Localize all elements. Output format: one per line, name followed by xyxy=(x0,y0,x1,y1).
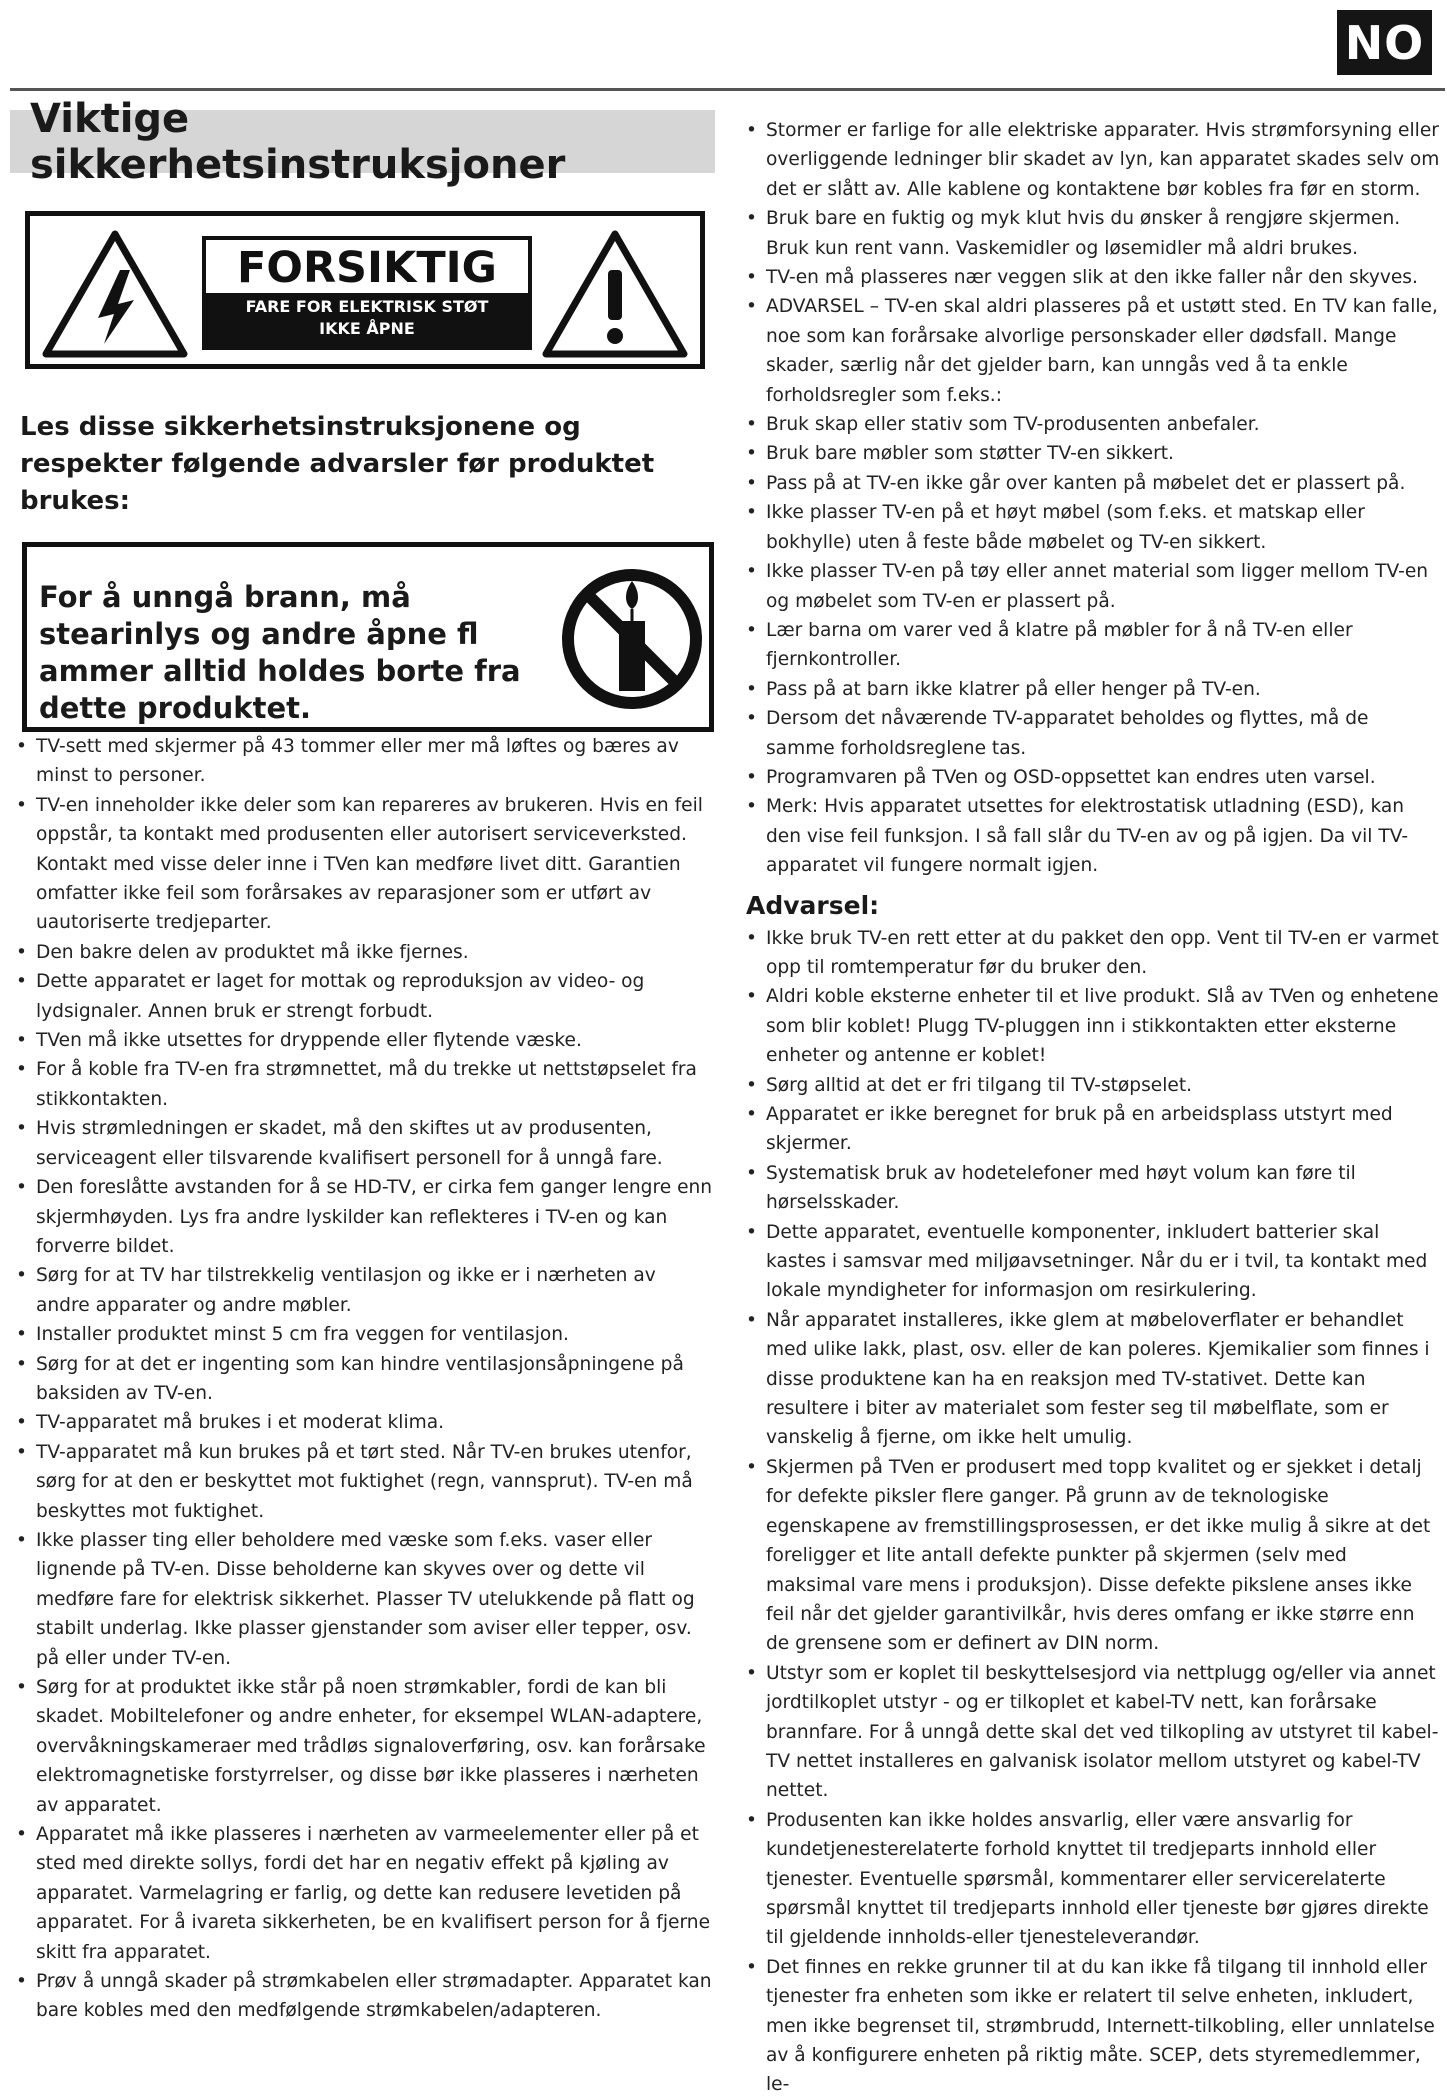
caution-subtext xyxy=(206,293,528,346)
list-item: • For å koble fra TV-en fra strømnettet, må du trekke ut nettstøpselet fra stikkontakten. xyxy=(10,1055,715,1114)
list-item: • Ikke bruk TV-en rett etter at du pakket den opp. Vent til TV-en er varmet opp til romtemperatur før du bruker den. xyxy=(740,924,1440,983)
list-item: • Lær barna om varer ved å klatre på møbler for å nå TV-en eller fjernkontroller. xyxy=(740,616,1440,675)
intro-text: Les disse sikkerhetsinstruksjonene og respekter følgende advarsler før produktet brukes: xyxy=(20,412,655,516)
list-item: • Sørg for at produktet ikke står på noen strømkabler, fordi de kan bli skadet. Mobiltelefoner og andre enheter, for eksempel WLAN-adaptere, overvåkningskameraer med trådløs signaloverføring, osv. kan forårsake elektromagnetiske forstyrrelser, og disse bør ikke plasseres i nærheten av apparatet. xyxy=(10,1673,715,1820)
list-item: • Den bakre delen av produktet må ikke fjernes. xyxy=(10,938,715,967)
list-item: • Systematisk bruk av hodetelefoner med høyt volum kan føre til hørselsskader. xyxy=(740,1159,1440,1218)
list-item: • ADVARSEL – TV-en skal aldri plasseres på et ustøtt sted. En TV kan falle, noe som kan forårsake alvorlige personskader eller dødsfall. Mange skader, særlig når det gjelder barn, kan unngås ved å ta enkle forholdsregler som f.eks.: xyxy=(740,292,1440,410)
caution-label xyxy=(25,211,705,369)
list-item: • Ikke plasser TV-en på tøy eller annet material som ligger mellom TV-en og møbelet som TV-en er plassert på. xyxy=(740,557,1440,616)
list-item: • Dersom det nåværende TV-apparatet beholdes og flyttes, må de samme forholdsreglene tas. xyxy=(740,704,1440,763)
warning-heading: Advarsel: xyxy=(746,890,880,920)
header-rule xyxy=(10,88,1445,91)
warning-list xyxy=(740,924,1440,2100)
list-item: • Pass på at TV-en ikke går over kanten på møbelet det er plassert på. xyxy=(740,469,1440,498)
left-safety-list xyxy=(10,732,715,2026)
list-item: • Stormer er farlige for alle elektriske apparater. Hvis strømforsyning eller overliggende ledninger blir skadet av lyn, kan apparatet skades selv om det er slått av. Alle kablene og kontaktene bør kobles fra før en storm. xyxy=(740,116,1440,204)
right-column xyxy=(740,116,1440,2100)
left-column xyxy=(10,95,715,2026)
list-item: • Sørg for at det er ingenting som kan hindre ventilasjonsåpningene på baksiden av TV-en. xyxy=(10,1350,715,1409)
list-item: • Bruk bare en fuktig og myk klut hvis du ønsker å rengjøre skjermen. Bruk kun rent vann. Vaskemidler og løsemidler må aldri brukes. xyxy=(740,204,1440,263)
page-title: Viktige sikkerhetsinstruksjoner xyxy=(10,110,715,173)
list-item: • Pass på at barn ikke klatrer på eller henger på TV-en. xyxy=(740,675,1440,704)
fire-warning-text: For å unngå brann, må stearinlys og andre åpne fl ammer alltid holdes borte fra dette produktet. xyxy=(39,580,521,725)
list-item: • TV-apparatet må brukes i et moderat klima. xyxy=(10,1408,715,1437)
caution-word: FORSIKTIG xyxy=(237,243,497,293)
list-item: • Når apparatet installeres, ikke glem at møbeloverflater er behandlet med ulike lakk, plast, osv. eller de kan poleres. Kjemikalier som finnes i disse produktene kan ha en reaksjon med TV-stativet. Dette kan resultere i biter av materialet som fester seg til møbelflate, som er vanskelig å fjerne, om ikke helt umulig. xyxy=(740,1306,1440,1453)
list-item: • Ikke plasser TV-en på et høyt møbel (som f.eks. et matskap eller bokhylle) uten å feste både møbelet og TV-en sikkert. xyxy=(740,498,1440,557)
caution-line-2: IKKE ÅPNE xyxy=(319,319,415,338)
list-item: • Prøv å unngå skader på strømkabelen eller strømadapter. Apparatet kan bare kobles med den medfølgende strømkabelen/adapteren. xyxy=(10,1967,715,2026)
list-item: • TV-sett med skjermer på 43 tommer eller mer må løftes og bæres av minst to personer. xyxy=(10,732,715,791)
list-item: • Apparatet må ikke plasseres i nærheten av varmeelementer eller på et sted med direkte sollys, fordi det har en negativ effekt på kjøling av apparatet. Varmelagring er farlig, og dette kan redusere levetiden på apparatet. For å ivareta sikkerheten, be en kvalifisert person for å fjerne skitt fra apparatet. xyxy=(10,1820,715,1967)
list-item: • Bruk skap eller stativ som TV-produsenten anbefaler. xyxy=(740,410,1440,439)
list-item: • TV-en inneholder ikke deler som kan repareres av brukeren. Hvis en feil oppstår, ta kontakt med produsenten eller autorisert serviceverksted. Kontakt med visse deler inne i TVen kan medføre livet ditt. Garantien omfatter ikke feil som forårsakes av reparasjoner som er utført av uautoriserte tredjeparter. xyxy=(10,791,715,938)
language-badge: NO xyxy=(1337,10,1432,75)
list-item: • TVen må ikke utsettes for dryppende eller flytende væske. xyxy=(10,1026,715,1055)
list-item: • Det finnes en rekke grunner til at du kan ikke få tilgang til innhold eller tjenester fra enheten som ikke er relatert til selve enheten, inkludert, men ikke begrenset til, strømbrudd, Internett-tilkobling, eller unnlatelse av å konfigurere enheten på riktig måte. SCEP, dets styremedlemmer, le- xyxy=(740,1953,1440,2100)
list-item: • Produsenten kan ikke holdes ansvarlig, eller være ansvarlig for kundetjenesterelaterte forhold knyttet til tredjeparts innhold eller tjenester. Eventuelle spørsmål, kommentarer eller servicerelaterte spørsmål knyttet til tredjeparts innhold eller tjeneste bør gjøres direkte til gjeldende innholds-eller tjenesteleverandør. xyxy=(740,1806,1440,1953)
list-item: • Bruk bare møbler som støtter TV-en sikkert. xyxy=(740,439,1440,468)
list-item: • Hvis strømledningen er skadet, må den skiftes ut av produsenten, serviceagent eller tilsvarende kvalifisert personell for å unngå fare. xyxy=(10,1114,715,1173)
list-item: • TV-apparatet må kun brukes på et tørt sted. Når TV-en brukes utenfor, sørg for at den er beskyttet mot fuktighet (regn, vannsprut). TV-en må beskyttes mot fuktighet. xyxy=(10,1438,715,1526)
caution-line-1: FARE FOR ELEKTRISK STØT xyxy=(245,297,489,316)
exclamation-warning-icon xyxy=(540,226,690,361)
right-safety-list xyxy=(740,116,1440,881)
electric-shock-warning-icon xyxy=(40,226,190,361)
fire-warning-box xyxy=(22,542,714,732)
list-item: • Sørg for at TV har tilstrekkelig ventilasjon og ikke er i nærheten av andre apparater og andre møbler. xyxy=(10,1261,715,1320)
list-item: • Den foreslåtte avstanden for å se HD-TV, er cirka fem ganger lengre enn skjermhøyden. Lys fra andre lyskilder kan reflekteres i TV-en og kan forverre bildet. xyxy=(10,1173,715,1261)
list-item: • Installer produktet minst 5 cm fra veggen for ventilasjon. xyxy=(10,1320,715,1349)
list-item: • Merk: Hvis apparatet utsettes for elektrostatisk utladning (ESD), kan den vise feil funksjon. I så fall slår du TV-en av og på igjen. Da vil TV-apparatet vil fungere normalt igjen. xyxy=(740,792,1440,880)
list-item: • Utstyr som er koplet til beskyttelsesjord via nettplugg og/eller via annet jordtilkoplet utstyr - og er tilkoplet et kabel-TV nett, kan forårsake brannfare. For å unngå dette skal det ved tilkopling av utstyret til kabel-TV nettet installeres en galvanisk isolator mellom utstyret og kabel-TV nettet. xyxy=(740,1659,1440,1806)
list-item: • TV-en må plasseres nær veggen slik at den ikke faller når den skyves. xyxy=(740,263,1440,292)
list-item: • Skjermen på TVen er produsert med topp kvalitet og er sjekket i detalj for defekte piksler flere ganger. På grunn av de teknologiske egenskapene av fremstillingsprosessen, er det ikke mulig å sikre at det foreligger et lite antall defekte punkter på skjermen (selv med maksimal vare mens i produksjon). Disse defekte pikslene anses ikke feil når det gjelder garantivilkår, hvis deres omfang er ikke større enn de grensene som er definert av DIN norm. xyxy=(740,1453,1440,1659)
list-item: • Dette apparatet er laget for mottak og reproduksjon av video- og lydsignaler. Annen bruk er strengt forbudt. xyxy=(10,967,715,1026)
list-item: • Aldri koble eksterne enheter til et live produkt. Slå av TVen og enhetene som blir koblet! Plugg TV-pluggen inn i stikkontakten etter eksterne enheter og antenne er koblet! xyxy=(740,982,1440,1070)
list-item: • Ikke plasser ting eller beholdere med væske som f.eks. vaser eller lignende på TV-en. Disse beholderne kan skyves over og dette vil medføre fare for elektrisk sikkerhet. Plasser TV utelukkende på flatt og stabilt underlag. Ikke plasser gjenstander som aviser eller tepper, osv. på eller under TV-en. xyxy=(10,1526,715,1673)
caution-panel xyxy=(202,236,532,350)
list-item: • Programvaren på TVen og OSD-oppsettet kan endres uten varsel. xyxy=(740,763,1440,792)
list-item: • Sørg alltid at det er fri tilgang til TV-støpselet. xyxy=(740,1071,1440,1100)
list-item: • Apparatet er ikke beregnet for bruk på en arbeidsplass utstyrt med skjermer. xyxy=(740,1100,1440,1159)
list-item: • Dette apparatet, eventuelle komponenter, inkludert batterier skal kastes i samsvar med miljøavsetninger. Når du er i tvil, ta kontakt med lokale myndigheter for informasjon om resirkulering. xyxy=(740,1218,1440,1306)
no-open-flame-icon xyxy=(557,559,707,719)
